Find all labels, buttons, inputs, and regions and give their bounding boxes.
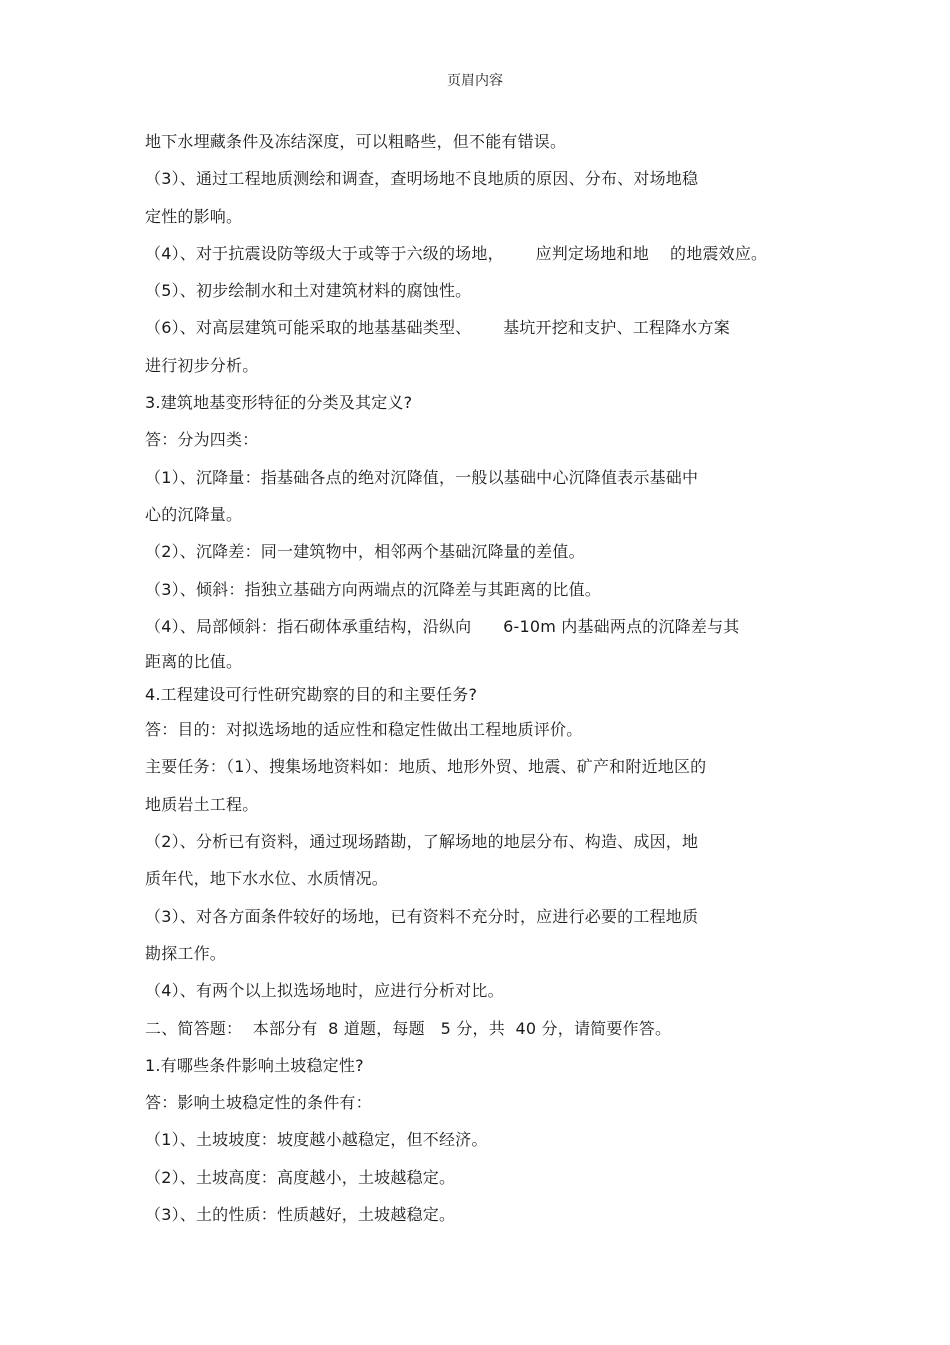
- answer-line: 答：目的：对拟选场地的适应性和稳定性做出工程地质评价。: [145, 720, 583, 740]
- text-line: （2）、沉降差：同一建筑物中，相邻两个基础沉降量的差值。: [145, 542, 585, 562]
- text-line: 地下水埋藏条件及冻结深度，可以粗略些，但不能有错误。: [145, 132, 567, 151]
- document-body: [145, 123, 845, 1233]
- text-line: 勘探工作。: [145, 943, 227, 963]
- text-line: 距离的比值。: [145, 652, 243, 672]
- section-heading: 二、简答题： 本部分有 8 道题，每题 5 分，共 40 分，请简要作答。: [145, 1018, 672, 1038]
- text-line: 心的沉降量。: [145, 504, 243, 524]
- question-heading: 3.建筑地基变形特征的分类及其定义?: [145, 393, 413, 413]
- text-line: 主要任务：（1）、搜集场地资料如：地质、地形外贸、地震、矿产和附近地区的: [145, 757, 707, 777]
- answer-line: 答：分为四类：: [145, 430, 259, 450]
- text-line: （5）、初步绘制水和土对建筑材料的腐蚀性。: [145, 281, 472, 301]
- answer-line: 答：影响土坡稳定性的条件有：: [145, 1093, 372, 1113]
- text-line: 地质岩土工程。: [145, 794, 259, 814]
- question-heading: 1.有哪些条件影响土坡稳定性?: [145, 1055, 364, 1075]
- text-line: （4）、局部倾斜：指石砌体承重结构，沿纵向 6-10m 内基础两点的沉降差与其: [145, 616, 740, 636]
- text-line: 质年代，地下水水位、水质情况。: [145, 869, 389, 889]
- text-line: （6）、对高层建筑可能采取的地基基础类型、 基坑开挖和支护、工程降水方案: [145, 318, 730, 338]
- text-line: 定性的影响。: [145, 206, 243, 226]
- text-line: （1）、土坡坡度：坡度越小越稳定，但不经济。: [145, 1130, 488, 1150]
- text-line: （2）、分析已有资料，通过现场踏勘，了解场地的地层分布、构造、成因，地: [145, 832, 699, 852]
- text-line: （4）、有两个以上拟选场地时，应进行分析对比。: [145, 981, 504, 1001]
- text-line: 进行初步分析。: [145, 355, 259, 375]
- page-header: 页眉内容: [447, 73, 503, 89]
- text-line: （3）、倾斜：指独立基础方向两端点的沉降差与其距离的比值。: [145, 579, 601, 599]
- text-line: （3）、对各方面条件较好的场地，已有资料不充分时，应进行必要的工程地质: [145, 906, 699, 926]
- question-heading: 4.工程建设可行性研究勘察的目的和主要任务?: [145, 685, 478, 705]
- text-line: （1）、沉降量：指基础各点的绝对沉降值，一般以基础中心沉降值表示基础中: [145, 467, 699, 487]
- text-line: （2）、土坡高度：高度越小，土坡越稳定。: [145, 1167, 456, 1187]
- text-line: （3）、通过工程地质测绘和调查，查明场地不良地质的原因、分布、对场地稳: [145, 169, 699, 189]
- text-line: （4）、对于抗震设防等级大于或等于六级的场地， 应判定场地和地 的地震效应。: [145, 243, 768, 263]
- text-line: （3）、土的性质：性质越好，土坡越稳定。: [145, 1205, 456, 1225]
